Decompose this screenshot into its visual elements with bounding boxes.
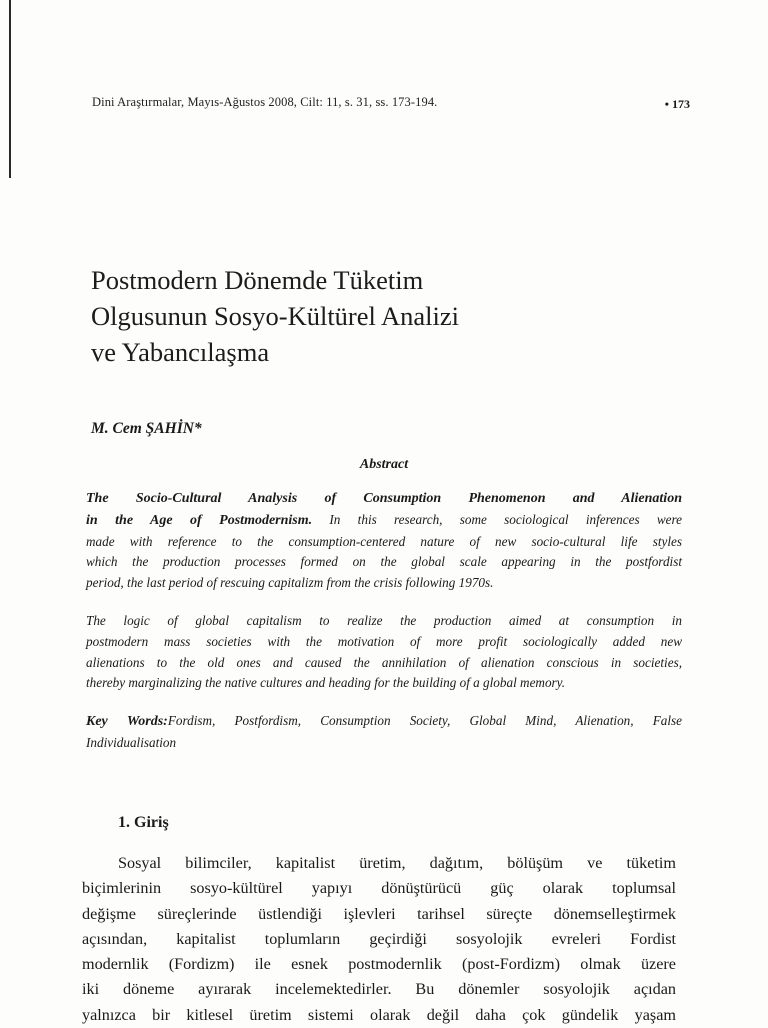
scan-edge-line — [9, 0, 11, 178]
author-name: M. Cem ŞAHİN* — [91, 420, 202, 437]
running-head: Dini Araştırmalar, Mayıs-Ağustos 2008, Cilt: 11, s. 31, ss. 173-194. — [92, 95, 438, 109]
body-line: iki döneme ayırarak incelemektedirler. Bu dönemler sosyolojik açıdan — [82, 980, 676, 999]
keywords — [86, 711, 682, 754]
keywords-line — [86, 711, 682, 733]
title-line: ve Yabancılaşma — [91, 337, 270, 367]
article-title — [91, 262, 651, 370]
abstract-line: period, the last period of rescuing capitalizm from the crisis following 1970s. — [86, 575, 494, 591]
body-paragraph — [82, 851, 676, 1028]
abstract-line: thereby marginalizing the native cultures and heading for the building of a global memory. — [86, 675, 566, 691]
abstract-text: In this research, some sociological inferences were — [312, 511, 682, 527]
abstract-line: made with reference to the consumption-centered nature of new socio-cultural life styles — [86, 533, 682, 549]
body-line: biçimlerinin sosyo-kültürel yapıyı dönüştürücü güç olarak toplumsal — [82, 879, 676, 898]
abstract-line: postmodern mass societies with the motivation of more profit sociologically added new — [86, 633, 682, 649]
section-heading: 1. Giriş — [118, 814, 169, 831]
title-line: Postmodern Dönemde Tüketim — [91, 265, 424, 295]
abstract-line — [86, 510, 682, 532]
body-line: değişme süreçlerinde üstlendiği işlevleri tarihsel süreçte dönemselleştirmek — [82, 904, 676, 923]
abstract-title: The Socio-Cultural Analysis of Consumption Phenomenon and Alienation — [86, 491, 682, 506]
body-line: Sosyal bilimciler, kapitalist üretim, dağıtım, bölüşüm ve tüketim — [118, 854, 676, 872]
body-line: modernlik (Fordizm) ile esnek postmodernlik (post-Fordizm) olmak üzere — [82, 955, 676, 974]
abstract-title-cont: in the Age of Postmodernism. — [86, 512, 313, 528]
body-line: açısından, kapitalist toplumların geçirdiği sosyolojik evreleri Fordist — [82, 929, 676, 948]
abstract-line: which the production processes formed on the global scale appearing in the postfordist — [86, 554, 682, 570]
abstract-line — [86, 488, 682, 510]
keywords-line: Individualisation — [86, 734, 177, 750]
abstract-heading: Abstract — [359, 457, 409, 472]
abstract-line: The logic of global capitalism to realize the production aimed at consumption in — [86, 613, 682, 628]
abstract-paragraph-1 — [86, 488, 682, 594]
abstract-line: alienations to the old ones and caused the annihilation of alienation conscious in societies, — [86, 654, 682, 670]
page-number: • 173 — [664, 97, 690, 111]
keywords-label: Key Words: — [86, 714, 168, 729]
title-line: Olgusunun Sosyo-Kültürel Analizi — [91, 301, 460, 331]
body-line: yalnızca bir kitlesel üretim sistemi olarak değil daha çok gündelik yaşam — [82, 1005, 676, 1024]
keywords-list: Fordism, Postfordism, Consumption Society, Global Mind, Alienation, False — [167, 713, 683, 728]
abstract-paragraph-2 — [86, 611, 682, 694]
